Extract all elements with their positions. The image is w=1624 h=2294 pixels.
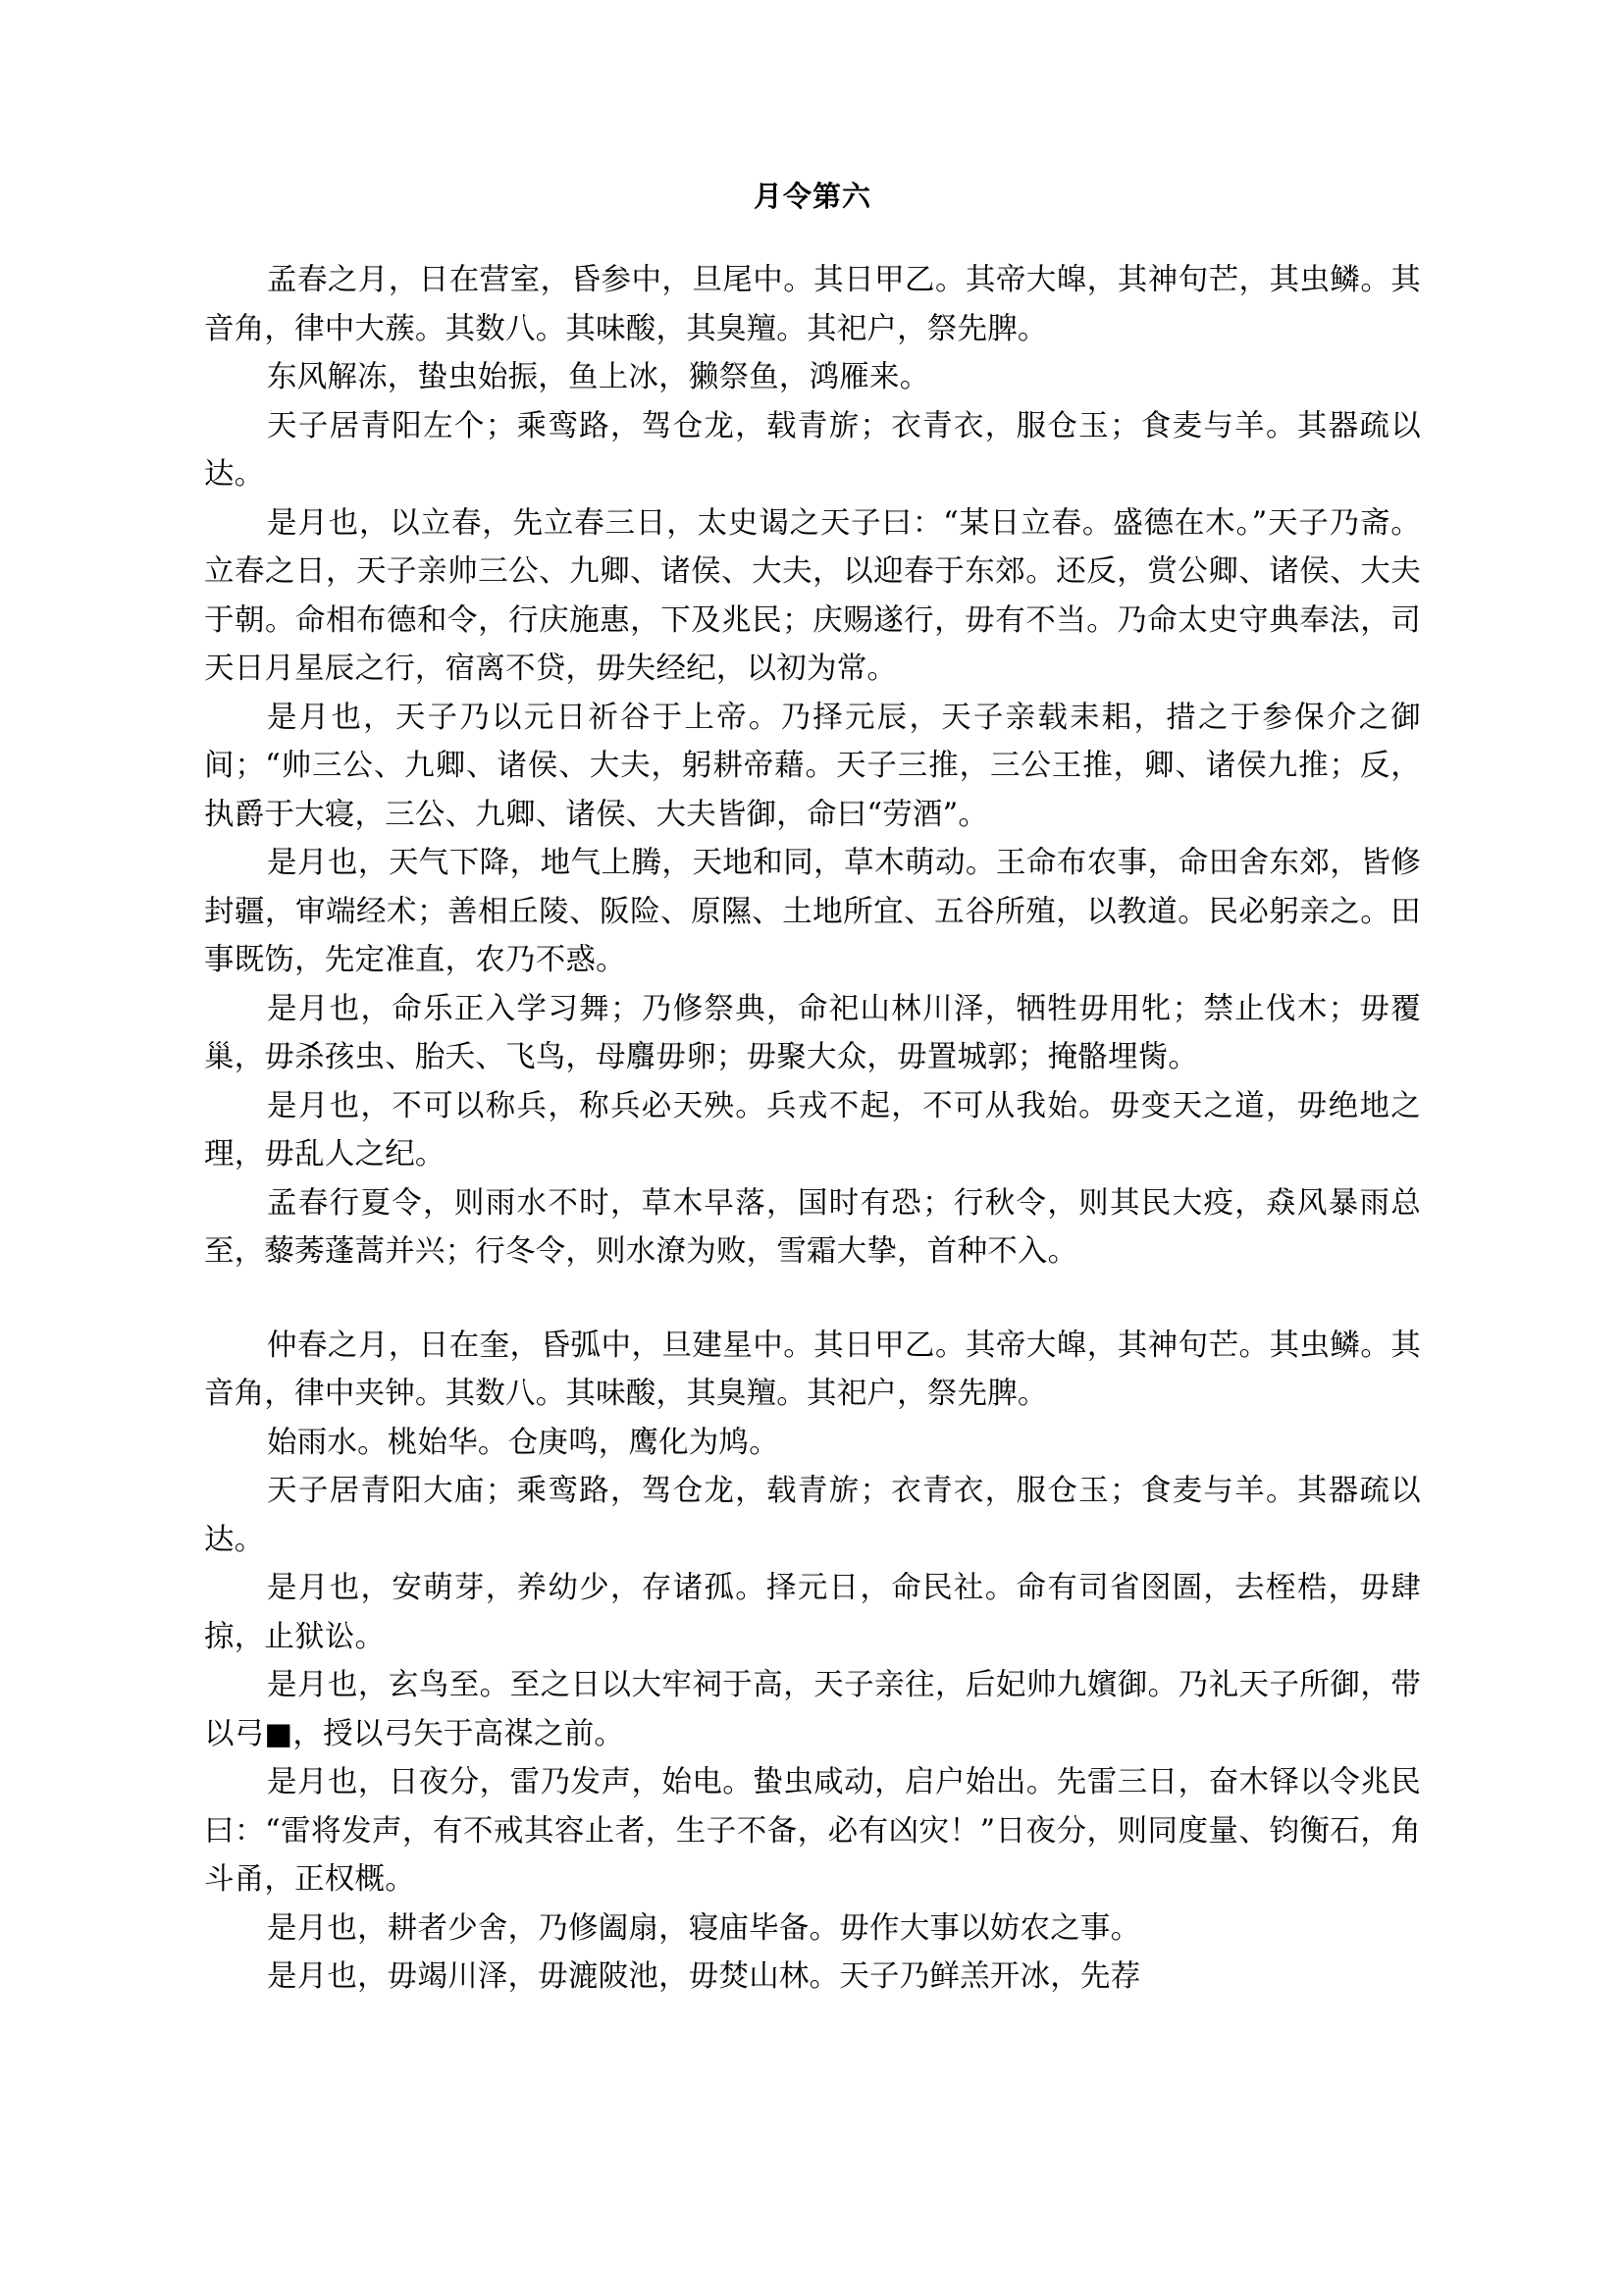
paragraph: 是月也，天子乃以元日祈谷于上帝。乃择元辰，天子亲载耒耜，措之于参保介之御间；“帅三公、九卿、诸侯、大夫，躬耕帝藉。天子三推，三公王推，卿、诸侯九推；反，执爵于大寝，三公、九卿、诸侯、大夫皆御，命曰“劳酒”。: [204, 700, 1421, 832]
section-divider: [204, 1277, 1421, 1322]
paragraph: 孟春行夏令，则雨水不时，草木早落，国时有恐；行秋令，则其民大疫，猋风暴雨总至，藜莠蓬蒿并兴；行冬令，则水潦为败，雪霜大挚，首种不入。: [204, 1185, 1421, 1269]
paragraph: 天子居青阳大庙；乘鸾路，驾仓龙，载青旂；衣青衣，服仓玉；食麦与羊。其器疏以达。: [204, 1474, 1421, 1557]
paragraph: 是月也，毋竭川泽，毋漉陂池，毋焚山林。天子乃鲜羔开冰，先荐: [267, 1959, 1141, 1994]
paragraph: 是月也，日夜分，雷乃发声，始电。蛰虫咸动，启户始出。先雷三日，奋木铎以令兆民曰：“雷将发声，有不戒其容止者，生子不备，必有凶灾！”日夜分，则同度量、钧衡石，角斗甬，正权概。: [204, 1765, 1421, 1897]
paragraph: 仲春之月，日在奎，昏弧中，旦建星中。其日甲乙。其帝大皡，其神句芒。其虫鳞。其音角，律中夹钟。其数八。其味酸，其臭羶。其祀户，祭先脾。: [204, 1328, 1421, 1411]
paragraph: 孟春之月，日在营室，昏参中，旦尾中。其日甲乙。其帝大皡，其神句芒，其虫鳞。其音角，律中大蔟。其数八。其味酸，其臭羶。其祀户，祭先脾。: [204, 263, 1421, 346]
paragraph: 是月也，命乐正入学习舞；乃修祭典，命祀山林川泽，牺牲毋用牝；禁止伐木；毋覆巢，毋杀孩虫、胎夭、飞鸟，母麛毋卵；毋聚大众，毋置城郭；掩骼埋胔。: [204, 991, 1421, 1074]
paragraph: 天子居青阳左个；乘鸾路，驾仓龙，载青旂；衣青衣，服仓玉；食麦与羊。其器疏以达。: [204, 408, 1421, 492]
paragraph: 是月也，玄鸟至。至之日以大牢祠于高，天子亲往，后妃帅九嬪御。乃礼天子所御，带以弓■，授以弓矢于高禖之前。: [204, 1668, 1421, 1751]
page-title: 月令第六: [753, 180, 871, 213]
paragraph: 东风解冻，蛰虫始振，鱼上冰，獭祭鱼，鸿雁来。: [267, 360, 930, 394]
paragraph: 是月也，天气下降，地气上腾，天地和同，草木萌动。王命布农事，命田舍东郊，皆修封疆，审端经术；善相丘陵、阪险、原隰、土地所宜、五谷所殖，以教道。民必躬亲之。田事既饬，先定准直，农乃不惑。: [204, 846, 1421, 977]
paragraph: 是月也，安萌芽，养幼少，存诸孤。择元日，命民社。命有司省囹圄，去桎梏，毋肆掠，止狱讼。: [204, 1571, 1421, 1654]
paragraph: 是月也，不可以称兵，称兵必天殃。兵戎不起，不可从我始。毋变天之道，毋绝地之理，毋乱人之纪。: [204, 1088, 1421, 1172]
paragraph: 是月也，耕者少舍，乃修阖扇，寝庙毕备。毋作大事以妨农之事。: [267, 1910, 1141, 1946]
paragraph: 是月也，以立春，先立春三日，太史谒之天子曰：“某日立春。盛德在木。”天子乃斋。立春之日，天子亲帅三公、九卿、诸侯、大夫，以迎春于东郊。还反，赏公卿、诸侯、大夫于朝。命相布德和令，行庆施惠，下及兆民；庆赐遂行，毋有不当。乃命太史守典奉法，司天日月星辰之行，宿离不贷，毋失经纪，以初为常。: [204, 505, 1421, 686]
paragraph: 始雨水。桃始华。仓庚鸣，鹰化为鸠。: [267, 1425, 779, 1460]
page-content: [204, 175, 1421, 2002]
